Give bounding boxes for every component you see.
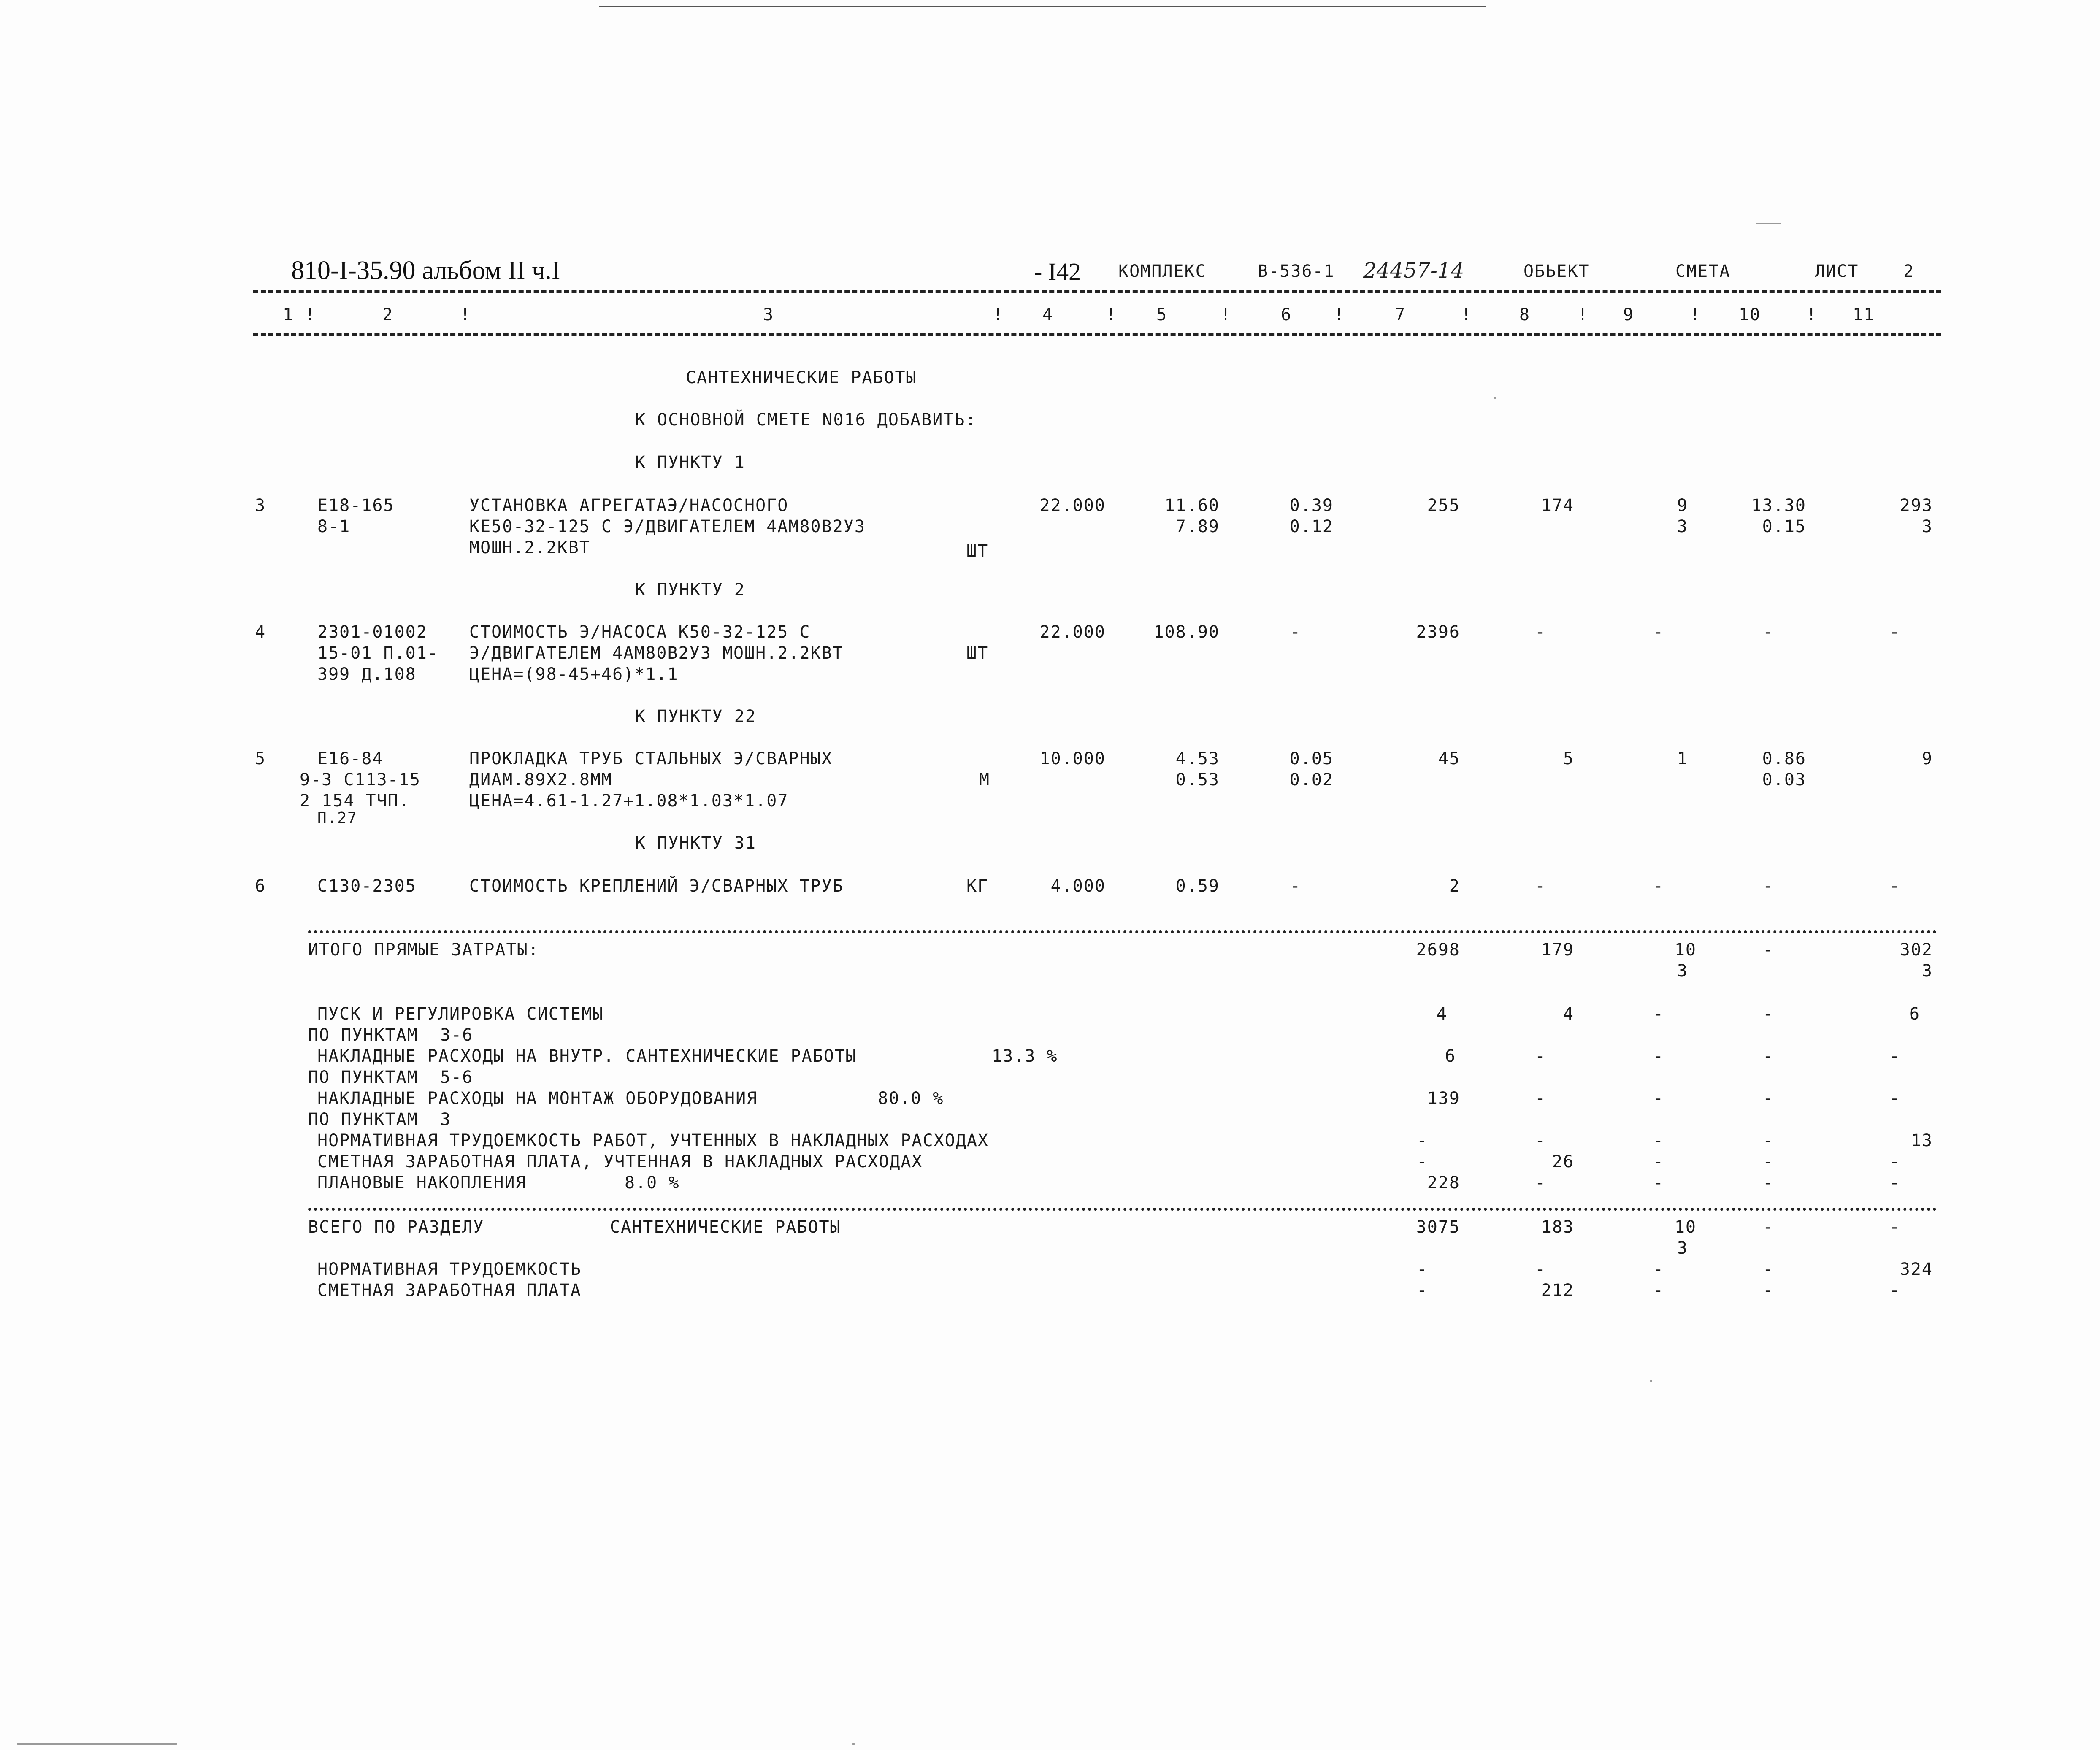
surcharge-col7: 228 (1427, 1173, 1460, 1193)
footer-col7: - (1416, 1281, 1428, 1300)
col-num-1: 1 (283, 305, 294, 325)
item-code-line: П.27 (317, 809, 357, 827)
surcharge-label: ПУСК И РЕГУЛИРОВКА СИСТЕМЫ (317, 1004, 604, 1024)
item-col5: 4.53 (1175, 749, 1220, 768)
col-separator: ! (1106, 305, 1117, 325)
surcharge-col7: 139 (1427, 1089, 1460, 1108)
scan-speck (1756, 223, 1781, 224)
item-description-line: Э/ДВИГАТЕЛЕМ 4АМ80В2УЗ МОШН.2.2КВТ (469, 644, 844, 663)
item-quantity: 22.000 (1039, 622, 1106, 642)
section-title: САНТЕХНИЧЕСКИЕ РАБОТЫ (686, 368, 917, 387)
item-number: 5 (255, 749, 266, 768)
footer-col7: - (1416, 1260, 1428, 1279)
surcharge-label: НАКЛАДНЫЕ РАСХОДЫ НА ВНУТР. САНТЕХНИЧЕСКИЕ РАБОТЫ (317, 1047, 857, 1066)
item-quantity: 10.000 (1039, 749, 1106, 768)
item-description-line: МОШН.2.2КВТ (469, 538, 590, 557)
surcharge-col8: - (1534, 1173, 1546, 1193)
item-col10: 0.86 (1762, 749, 1806, 768)
item-col9: 3 (1677, 517, 1688, 536)
surcharge-label: ПЛАНОВЫЕ НАКОПЛЕНИЯ (317, 1173, 527, 1193)
footer-label: НОРМАТИВНАЯ ТРУДОЕМКОСТЬ (317, 1260, 582, 1279)
surcharge-col7: - (1416, 1131, 1428, 1150)
col-num-3: 3 (763, 305, 774, 325)
item-col10: 13.30 (1751, 496, 1806, 515)
surcharge-col10: - (1762, 1152, 1774, 1171)
surcharge-col8: 4 (1563, 1004, 1574, 1024)
scan-speck (852, 1743, 855, 1745)
item-code-line: Е16-84 (317, 749, 384, 768)
header-rule-bottom (253, 333, 1941, 336)
item-col11: 3 (1921, 517, 1933, 536)
item-col5: 0.59 (1175, 876, 1220, 896)
footer-col9: - (1653, 1281, 1664, 1300)
item-col8: 174 (1541, 496, 1574, 515)
item-col11: - (1889, 876, 1901, 896)
item-col6: 0.12 (1289, 517, 1334, 536)
item-col11: - (1889, 622, 1901, 642)
surcharge-col10: - (1762, 1089, 1774, 1108)
col-separator: ! (460, 305, 471, 325)
item-description-line: ДИАМ.89Х2.8ММ (469, 770, 613, 790)
item-col5: 108.90 (1153, 622, 1220, 642)
surcharge-percent: 8.0 % (625, 1173, 680, 1193)
surcharge-label: ПО ПУНКТАМ 3-6 (308, 1025, 474, 1045)
item-col7: 2 (1449, 876, 1460, 896)
surcharge-col7: 6 (1445, 1047, 1456, 1066)
col-num-5: 5 (1156, 305, 1168, 325)
section-total-col8: 183 (1541, 1217, 1574, 1237)
item-col9: 9 (1677, 496, 1688, 515)
surcharge-col10: - (1762, 1047, 1774, 1066)
item-col10: 0.03 (1762, 770, 1806, 790)
dotted-rule (308, 930, 1937, 933)
item-description-line: ЦЕНА=4.61-1.27+1.08*1.03*1.07 (469, 791, 789, 811)
item-code-line: 2301-01002 (317, 622, 428, 642)
sheet-number: 2 (1903, 262, 1915, 281)
col-num-9: 9 (1623, 305, 1635, 325)
surcharge-col8: - (1534, 1131, 1546, 1150)
col-num-6: 6 (1281, 305, 1292, 325)
surcharge-col9: - (1653, 1131, 1664, 1150)
footer-col11: - (1889, 1281, 1901, 1300)
sheet-label: ЛИСТ (1815, 262, 1859, 281)
surcharge-col9: - (1653, 1004, 1664, 1024)
direct-costs-col10: - (1762, 940, 1774, 960)
surcharge-col8: - (1534, 1047, 1546, 1066)
item-col7: 45 (1438, 749, 1460, 768)
item-description-line: СТОИМОСТЬ КРЕПЛЕНИЙ Э/СВАРНЫХ ТРУБ (469, 876, 844, 896)
surcharge-col10: - (1762, 1173, 1774, 1193)
surcharge-percent: 80.0 % (878, 1089, 944, 1108)
item-col8: 5 (1563, 749, 1574, 768)
surcharge-col11: - (1889, 1152, 1901, 1171)
col-separator: ! (305, 305, 316, 325)
direct-costs-label: ИТОГО ПРЯМЫЕ ЗАТРАТЫ: (308, 940, 539, 960)
col-num-10: 10 (1739, 305, 1761, 325)
item-unit: ШТ (966, 541, 989, 561)
footer-col10: - (1762, 1260, 1774, 1279)
col-separator: ! (1461, 305, 1472, 325)
surcharge-col11: - (1889, 1089, 1901, 1108)
item-description-line: ЦЕНА=(98-45+46)*1.1 (469, 665, 679, 684)
item-col9: - (1653, 876, 1664, 896)
surcharge-col8: 26 (1552, 1152, 1574, 1171)
surcharge-col10: - (1762, 1131, 1774, 1150)
footer-col8: - (1534, 1260, 1546, 1279)
surcharge-label: СМЕТНАЯ ЗАРАБОТНАЯ ПЛАТА, УЧТЕННАЯ В НАКЛАДНЫХ РАСХОДАХ (317, 1152, 923, 1171)
scan-speck (17, 1743, 177, 1745)
item-description-line: УСТАНОВКА АГРЕГАТАЭ/НАСОСНОГО (469, 496, 789, 515)
direct-costs-col9: 10 (1674, 940, 1697, 960)
footer-label: СМЕТНАЯ ЗАРАБОТНАЯ ПЛАТА (317, 1281, 582, 1300)
footer-col8: 212 (1541, 1281, 1574, 1300)
col-separator: ! (993, 305, 1004, 325)
item-col6: 0.02 (1289, 770, 1334, 790)
item-col6: 0.05 (1289, 749, 1334, 768)
item-description-line: КЕ50-32-125 С Э/ДВИГАТЕЛЕМ 4АМ80В2УЗ (469, 517, 866, 536)
album-title: 810-I-35.90 альбом II ч.I (291, 256, 560, 285)
direct-costs-col11: 302 (1900, 940, 1933, 960)
section-total-col7: 3075 (1416, 1217, 1460, 1237)
point-heading: К ПУНКТУ 31 (635, 833, 756, 853)
surcharge-col11: 13 (1911, 1131, 1933, 1150)
item-description-line: ПРОКЛАДКА ТРУБ СТАЛЬНЫХ Э/СВАРНЫХ (469, 749, 833, 768)
item-col8: - (1534, 876, 1546, 896)
item-col6: - (1290, 622, 1302, 642)
item-col5: 0.53 (1175, 770, 1220, 790)
direct-costs-col9: 3 (1677, 961, 1688, 981)
section-total-label: ВСЕГО ПО РАЗДЕЛУ (308, 1217, 484, 1237)
section-total-col9: 3 (1677, 1239, 1688, 1258)
col-separator: ! (1220, 305, 1232, 325)
surcharge-col9: - (1653, 1152, 1664, 1171)
item-code-line: 9-3 С113-15 (300, 770, 421, 790)
object-label: ОБЬЕКТ (1524, 262, 1590, 281)
page-number: - I42 (1034, 258, 1081, 285)
item-col5: 11.60 (1164, 496, 1220, 515)
surcharge-label: НАКЛАДНЫЕ РАСХОДЫ НА МОНТАЖ ОБОРУДОВАНИЯ (317, 1089, 758, 1108)
item-col9: - (1653, 622, 1664, 642)
handwritten-code: 24457-14 (1363, 258, 1464, 283)
point-heading: К ПУНКТУ 22 (635, 707, 756, 726)
complex-code: В-536-1 (1258, 262, 1335, 281)
item-col10: 0.15 (1762, 517, 1806, 536)
col-num-7: 7 (1395, 305, 1406, 325)
item-col9: 1 (1677, 749, 1688, 768)
footer-col11: 324 (1900, 1260, 1933, 1279)
surcharge-percent: 13.3 % (992, 1047, 1058, 1066)
dotted-rule (308, 1208, 1937, 1211)
footer-col10: - (1762, 1281, 1774, 1300)
item-quantity: 4.000 (1050, 876, 1106, 896)
col-num-11: 11 (1853, 305, 1875, 325)
surcharge-col7: - (1416, 1152, 1428, 1171)
col-num-8: 8 (1519, 305, 1531, 325)
item-code-line: 2 154 ТЧП. (300, 791, 410, 811)
item-code-line: 15-01 П.01- (317, 644, 438, 663)
item-unit: КГ (966, 876, 989, 896)
item-col6: - (1290, 876, 1302, 896)
surcharge-col10: - (1762, 1004, 1774, 1024)
complex-label: КОМПЛЕКС (1118, 262, 1207, 281)
item-col6: 0.39 (1289, 496, 1334, 515)
point-heading: К ПУНКТУ 1 (635, 453, 745, 472)
col-separator: ! (1578, 305, 1589, 325)
item-code-line: 399 Д.108 (317, 665, 417, 684)
item-code-line: 8-1 (317, 517, 351, 536)
surcharge-col11: - (1889, 1047, 1901, 1066)
item-number: 3 (255, 496, 266, 515)
item-col11: 9 (1921, 749, 1933, 768)
header-rule-top (253, 290, 1941, 293)
item-col7: 2396 (1416, 622, 1460, 642)
surcharge-col9: - (1653, 1047, 1664, 1066)
direct-costs-col8: 179 (1541, 940, 1574, 960)
item-col7: 255 (1427, 496, 1460, 515)
point-heading: К ПУНКТУ 2 (635, 580, 745, 600)
section-subtitle: К ОСНОВНОЙ СМЕТЕ N016 ДОБАВИТЬ: (635, 410, 977, 430)
item-code-line: С130-2305 (317, 876, 417, 896)
scan-speck (1650, 1380, 1652, 1382)
surcharge-label: ПО ПУНКТАМ 5-6 (308, 1068, 474, 1087)
col-separator: ! (1690, 305, 1701, 325)
item-number: 4 (255, 622, 266, 642)
item-unit: ШТ (966, 644, 989, 663)
surcharge-col9: - (1653, 1089, 1664, 1108)
col-num-4: 4 (1042, 305, 1054, 325)
direct-costs-col7: 2698 (1416, 940, 1460, 960)
direct-costs-col11: 3 (1921, 961, 1933, 981)
col-separator: ! (1806, 305, 1818, 325)
surcharge-col11: 6 (1909, 1004, 1920, 1024)
section-total-col10: - (1762, 1217, 1774, 1237)
top-rule (599, 6, 1486, 7)
surcharge-label: НОРМАТИВНАЯ ТРУДОЕМКОСТЬ РАБОТ, УЧТЕННЫХ В НАКЛАДНЫХ РАСХОДАХ (317, 1131, 989, 1150)
col-separator: ! (1334, 305, 1345, 325)
section-total-col11: - (1889, 1217, 1901, 1237)
surcharge-col11: - (1889, 1173, 1901, 1193)
surcharge-col9: - (1653, 1173, 1664, 1193)
item-col11: 293 (1900, 496, 1933, 515)
surcharge-col7: 4 (1436, 1004, 1448, 1024)
surcharge-label: ПО ПУНКТАМ 3 (308, 1110, 452, 1129)
item-quantity: 22.000 (1039, 496, 1106, 515)
item-code-line: Е18-165 (317, 496, 395, 515)
estimate-label: СМЕТА (1675, 262, 1731, 281)
section-total-name: САНТЕХНИЧЕСКИЕ РАБОТЫ (610, 1217, 841, 1237)
item-number: 6 (255, 876, 266, 896)
item-description-line: СТОИМОСТЬ Э/НАСОСА К50-32-125 С (469, 622, 811, 642)
item-col10: - (1762, 622, 1774, 642)
item-col10: - (1762, 876, 1774, 896)
scan-speck (1494, 397, 1496, 399)
item-col5: 7.89 (1175, 517, 1220, 536)
item-unit: М (979, 770, 990, 790)
item-col8: - (1534, 622, 1546, 642)
footer-col9: - (1653, 1260, 1664, 1279)
col-num-2: 2 (382, 305, 394, 325)
surcharge-col8: - (1534, 1089, 1546, 1108)
section-total-col9: 10 (1674, 1217, 1697, 1237)
